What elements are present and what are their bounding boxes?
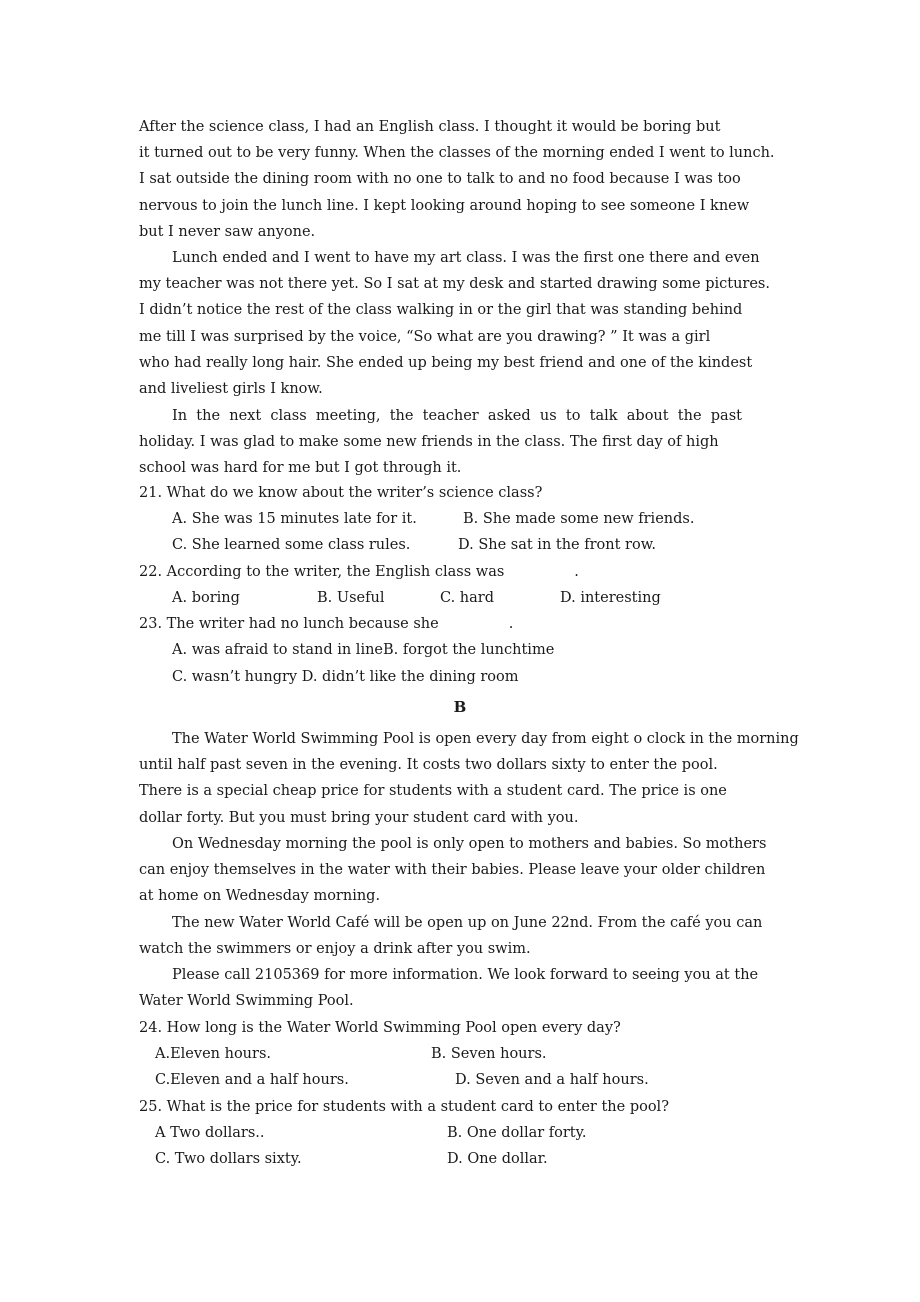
passage-b-paragraph-3 xyxy=(139,910,799,962)
question-25-option-b[interactable]: B. One dollar forty. xyxy=(447,1125,587,1141)
question-21-stem: 21. What do we know about the writer’s science class? xyxy=(139,485,543,501)
text-line: who had really long hair. She ended up being my best friend and one of the kindest xyxy=(139,354,753,371)
text-line: but I never saw anyone. xyxy=(139,223,316,240)
passage-b-paragraph-4 xyxy=(139,962,799,1014)
question-21-option-c[interactable]: C. She learned some class rules. xyxy=(172,537,411,553)
question-23-stem xyxy=(139,611,513,637)
question-22-text: 22. According to the writer, the English class was xyxy=(139,564,505,580)
question-22-option-d[interactable]: D. interesting xyxy=(560,590,661,606)
text-line: Water World Swimming Pool. xyxy=(139,993,354,1010)
question-25-option-c[interactable]: C. Two dollars sixty. xyxy=(155,1151,302,1167)
question-21-option-d[interactable]: D. She sat in the front row. xyxy=(458,537,657,553)
text-line: Lunch ended and I went to have my art class. I was the first one there and even xyxy=(172,250,760,266)
text-line: school was hard for me but I got through it. xyxy=(139,460,462,477)
question-22-option-b[interactable]: B. Useful xyxy=(317,590,385,606)
question-23-end: . xyxy=(508,616,514,632)
question-24-stem: 24. How long is the Water World Swimming Pool open every day? xyxy=(139,1020,621,1036)
text-line: me till I was surprised by the voice, “So what are you drawing? ” It was a girl xyxy=(139,328,711,345)
question-24-option-d[interactable]: D. Seven and a half hours. xyxy=(455,1072,649,1088)
passage-a-paragraph-1 xyxy=(139,114,799,245)
question-24-option-b[interactable]: B. Seven hours. xyxy=(431,1046,547,1062)
text-line: it turned out to be very funny. When the classes of the morning ended I went to lunch. xyxy=(139,145,775,162)
text-line: In the next class meeting, the teacher asked us to talk about the past xyxy=(172,408,742,424)
question-25-stem: 25. What is the price for students with a student card to enter the pool? xyxy=(139,1099,669,1115)
question-24-option-c[interactable]: C.Eleven and a half hours. xyxy=(155,1072,349,1088)
text-line: After the science class, I had an English class. I thought it would be boring but xyxy=(139,119,721,135)
text-line: I didn’t notice the rest of the class walking in or the girl that was standing behind xyxy=(139,302,743,319)
text-line: dollar forty. But you must bring your student card with you. xyxy=(139,809,579,826)
text-line: The Water World Swimming Pool is open every day from eight o clock in the morning xyxy=(172,731,799,747)
question-23-options-c-d[interactable]: C. wasn’t hungry D. didn’t like the dining room xyxy=(172,669,519,685)
passage-b-paragraph-1 xyxy=(139,726,799,831)
text-line: my teacher was not there yet. So I sat at my desk and started drawing some pictures. xyxy=(139,276,770,293)
section-b-heading: B xyxy=(453,698,467,716)
question-22-stem xyxy=(139,559,579,585)
question-21-option-b[interactable]: B. She made some new friends. xyxy=(463,511,695,527)
passage-a-paragraph-3 xyxy=(139,403,799,482)
question-22-option-c[interactable]: C. hard xyxy=(440,590,494,606)
question-22-option-a[interactable]: A. boring xyxy=(172,590,240,606)
passage-a-paragraph-2 xyxy=(139,245,799,402)
text-line: at home on Wednesday morning. xyxy=(139,888,381,905)
passage-b-paragraph-2 xyxy=(139,831,799,910)
question-21-option-a[interactable]: A. She was 15 minutes late for it. xyxy=(172,511,417,527)
question-23-text: 23. The writer had no lunch because she xyxy=(139,616,439,632)
text-line: On Wednesday morning the pool is only open to mothers and babies. So mothers xyxy=(172,836,767,852)
text-line: holiday. I was glad to make some new friends in the class. The first day of high xyxy=(139,434,719,451)
text-line: There is a special cheap price for students with a student card. The price is one xyxy=(139,783,727,800)
text-line: watch the swimmers or enjoy a drink after you swim. xyxy=(139,941,531,958)
text-line: I sat outside the dining room with no one to talk to and no food because I was too xyxy=(139,171,741,188)
text-line: until half past seven in the evening. It costs two dollars sixty to enter the pool. xyxy=(139,757,718,774)
text-line: and liveliest girls I know. xyxy=(139,381,323,398)
question-25-option-d[interactable]: D. One dollar. xyxy=(447,1151,548,1167)
text-line: The new Water World Café will be open up on June 22nd. From the café you can xyxy=(172,915,763,931)
question-25-option-a[interactable]: A Two dollars.. xyxy=(155,1125,265,1141)
question-24-option-a[interactable]: A.Eleven hours. xyxy=(155,1046,271,1062)
text-line: can enjoy themselves in the water with their babies. Please leave your older children xyxy=(139,862,766,879)
text-line: nervous to join the lunch line. I kept looking around hoping to see someone I knew xyxy=(139,197,750,214)
question-23-options-a-b[interactable]: A. was afraid to stand in lineB. forgot the lunchtime xyxy=(172,642,555,658)
question-22-end: . xyxy=(574,564,579,580)
text-line: Please call 2105369 for more information. We look forward to seeing you at the xyxy=(172,967,759,983)
